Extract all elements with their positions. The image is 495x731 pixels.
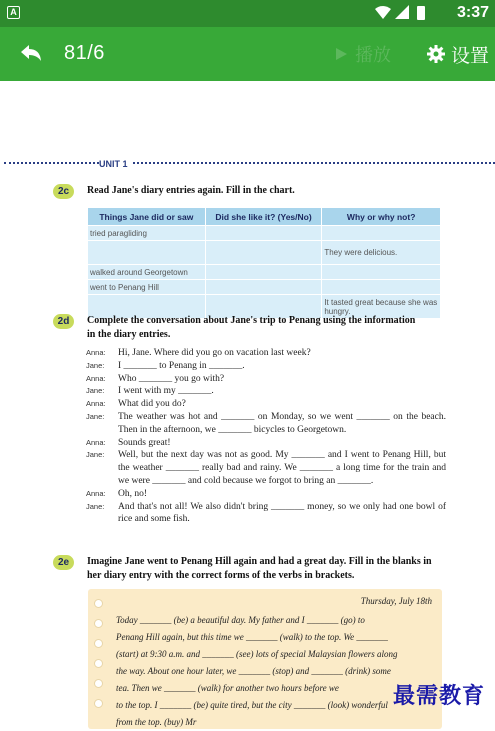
dialog-line <box>86 501 446 527</box>
app-bar <box>0 27 495 81</box>
dialog-line <box>86 488 446 501</box>
table-cell: They were delicious. <box>322 241 441 265</box>
dialog-line <box>86 385 446 398</box>
dialog-line <box>86 398 446 411</box>
line-text: I went with my _______. <box>118 386 214 397</box>
dialog-line <box>86 411 446 437</box>
dialog-line <box>86 360 446 373</box>
diary-line: from the top. (buy) Mr <box>116 717 197 727</box>
line-text: Well, but the next day was not as good. My _______ and I went to Penang Hill, but the weather _______ really bad and rainy. We _______ a long time for the train and we were _______ and cold because we forgot to bring an _______. <box>118 450 446 486</box>
line-text: Hi, Jane. Where did you go on vacation last week? <box>118 348 311 358</box>
textbook-page[interactable] <box>0 81 495 727</box>
table-cell <box>205 226 322 241</box>
unit-label: UNIT 1 <box>99 159 132 169</box>
conversation <box>86 347 446 526</box>
unit-divider <box>4 162 495 164</box>
hole-icon <box>94 699 103 708</box>
back-arrow-icon[interactable] <box>18 41 44 67</box>
table-cell <box>322 265 441 280</box>
play-button[interactable] <box>333 42 391 66</box>
section-badge-2c: 2c <box>53 184 74 199</box>
table-cell: walked around Georgetown <box>88 265 206 280</box>
chart-header: Did she like it? (Yes/No) <box>205 208 322 226</box>
hole-icon <box>94 639 103 648</box>
line-text: Who _______ you go with? <box>118 373 225 384</box>
table-cell: It tasted great because she was hungry. <box>322 295 441 319</box>
hole-icon <box>94 619 103 628</box>
instruction-2d: Complete the conversation about Jane's trip to Penang using the information in the diary entries. <box>87 315 416 340</box>
chart-header: Why or why not? <box>322 208 441 226</box>
line-text: And that's not all! We also didn't bring _______ money, so we only had one bowl of rice and some fish. <box>118 501 446 525</box>
speaker: Jane: <box>86 360 105 370</box>
speaker: Anna: <box>86 399 106 409</box>
play-label: 播放 <box>355 45 391 65</box>
speaker: Jane: <box>86 450 105 460</box>
app-notification-icon: A <box>7 6 20 19</box>
gear-icon <box>427 45 445 63</box>
dialog-line <box>86 347 446 360</box>
section-badge-2e: 2e <box>53 555 74 570</box>
status-icons <box>373 5 433 21</box>
table-cell <box>205 265 322 280</box>
speaker: Anna: <box>86 437 106 447</box>
battery-icon <box>417 6 425 20</box>
instruction-2e: Imagine Jane went to Penang Hill again and had a great day. Fill in the blanks in her diary entry with the correct forms of the verbs in brackets. <box>87 556 432 581</box>
table-cell: tried paragliding <box>88 226 206 241</box>
speaker: Jane: <box>86 411 105 421</box>
diary-line: (start) at 9:30 a.m. and _______ (see) lots of special Malaysian flowers along <box>116 649 398 659</box>
speaker: Anna: <box>86 373 106 383</box>
line-text: Oh, no! <box>118 488 148 499</box>
table-row <box>88 226 441 241</box>
speaker: Anna: <box>86 488 106 498</box>
hole-icon <box>94 679 103 688</box>
speaker: Jane: <box>86 386 105 396</box>
hole-icon <box>94 599 103 608</box>
diary-line: tea. Then we _______ (walk) for another two hours before we <box>116 683 339 693</box>
watermark: 最需教育 <box>392 684 485 709</box>
hole-icon <box>94 659 103 668</box>
table-cell <box>205 280 322 295</box>
table-cell <box>322 280 441 295</box>
signal-icon <box>395 5 409 19</box>
clock: 3:37 <box>456 4 489 21</box>
table-row <box>88 280 441 295</box>
line-text: What did you do? <box>118 399 186 410</box>
section-badge-2d: 2d <box>53 314 74 329</box>
table-row <box>88 265 441 280</box>
diary-entry <box>88 589 442 729</box>
table-cell <box>88 241 206 265</box>
diary-line: to the top. I _______ (be) quite tired, but the city _______ (look) wonderful <box>116 700 388 710</box>
settings-button[interactable] <box>427 41 489 67</box>
speaker: Anna: <box>86 348 106 357</box>
instruction-2c: Read Jane's diary entries again. Fill in the chart. <box>87 185 295 196</box>
play-icon <box>333 46 349 62</box>
chart-header: Things Jane did or saw <box>88 208 206 226</box>
table-cell <box>205 241 322 265</box>
line-text: Sounds great! <box>118 437 171 448</box>
page-counter: 81/6 <box>64 42 105 64</box>
line-text: I _______ to Penang in _______. <box>118 360 245 371</box>
line-text: The weather was hot and _______ on Monday, so we went _______ on the beach. Then in the afternoon, we _______ bicycles to Georgetown. <box>118 411 446 435</box>
diary-chart <box>87 207 441 319</box>
dialog-line <box>86 437 446 450</box>
speaker: Jane: <box>86 501 105 511</box>
status-bar <box>0 0 495 27</box>
wifi-icon <box>375 6 391 19</box>
notebook-holes <box>94 599 103 719</box>
table-cell <box>322 226 441 241</box>
table-row <box>88 241 441 265</box>
table-cell: went to Penang Hill <box>88 280 206 295</box>
diary-line: the way. About one hour later, we _______ (stop) and _______ (drink) some <box>116 666 391 676</box>
diary-text <box>116 612 432 731</box>
settings-label: 设置 <box>451 45 490 67</box>
diary-line: Today _______ (be) a beautiful day. My father and I _______ (go) to <box>116 615 365 625</box>
diary-line: Penang Hill again, but this time we _______ (walk) to the top. We _______ <box>116 632 388 642</box>
diary-date: Thursday, July 18th <box>360 596 432 606</box>
dialog-line <box>86 373 446 386</box>
dialog-line <box>86 449 446 487</box>
